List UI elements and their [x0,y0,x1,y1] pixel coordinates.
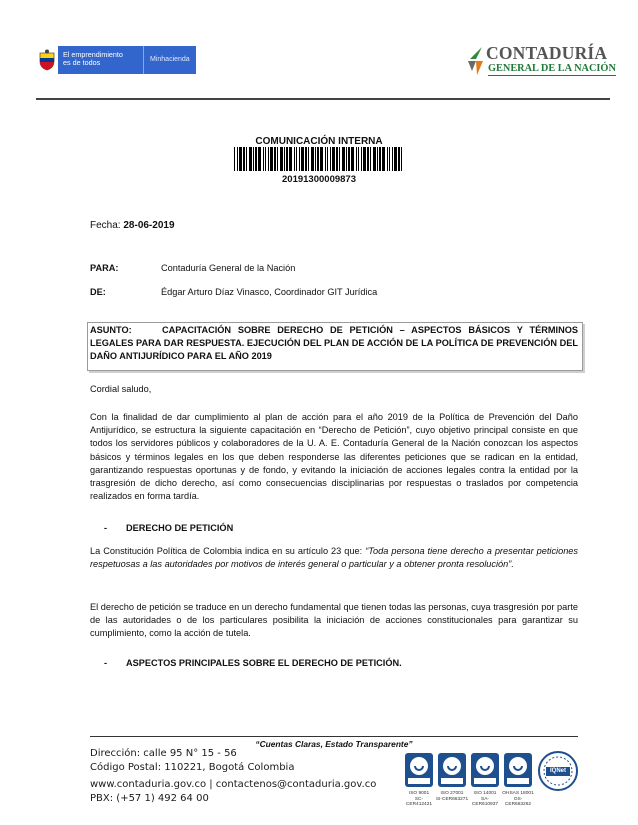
barcode-bar [332,147,335,171]
communication-type: COMUNICACIÓN INTERNA [255,136,383,147]
barcode-bar [315,147,316,171]
barcode-bar [296,147,297,171]
footer-phone: PBX: (+57 1) 492 64 00 [90,793,209,804]
barcode-bar [243,147,245,171]
barcode-bar [325,147,326,171]
radicado-number: 20191300009873 [282,174,356,185]
footer-slogan: “Cuentas Claras, Estado Transparente” [255,739,413,749]
section1-bullet [104,522,107,535]
intro-paragraph: Con la finalidad de dar cumplimiento al plan de acción para el año 2019 de la Política de Prevención del Daño Antijurídico, se estructura la siguiente capacitación en “Derecho de Petición”, cuyo objetivo principal consiste en que todos los servidores públicos y colaboradores de la U. A. E. Contaduría General de la Nación conozcan los aspectos básicos y términos legales en los que deben responderse las diferentes peticiones que se radican en la entidad, garantizando respuestas oportunas y de fondo, y evitando la iniciación de acciones legales contra la entidad por la trasgresión de dicho derecho, así como consecuencias disciplinarias por respuestas o traslados por competencia realizados en forma tardía. [90,412,578,502]
barcode-bar [358,147,359,171]
barcode-bar [373,147,376,171]
barcode-bar [284,147,285,171]
iso-27001-badge-icon [437,752,467,788]
barcode-bar [382,147,385,171]
barcode-image [234,147,404,171]
cert-label-1 [402,791,436,808]
date-line [90,219,175,232]
cert-name: OHSAS 18001 [502,791,534,796]
barcode-bar [255,147,257,171]
barcode-bar [398,147,400,171]
section1-heading: DERECHO DE PETICIÓN [126,523,234,533]
barcode-bar [389,147,390,171]
entity-subtitle: GENERAL DE LA NACIÓN [488,63,616,74]
barcode-bar [294,147,295,171]
constitution-quote: “Toda persona tiene derecho a presentar peticiones respetuosas a las autoridades por motivos de interés general o particular y a obtener pronta resolución”. [90,546,579,570]
barcode-bar [277,147,278,171]
cert-name: ISO 14001 [473,791,497,796]
barcode-bar [268,147,269,171]
subject-value: CAPACITACIÓN SOBRE DERECHO DE PETICIÓN – ASPECTOS BÁSICOS Y TÉRMINOS LEGALES PARA DAR RESPUESTA. EJECUCIÓN DEL PLAN DE ACCIÓN DE LA POLÍTICA DE PREVENCIÓN DEL DAÑO ANTIJURÍDICO PARA EL AÑO 2019 [90,325,578,362]
to-value: Contaduría General de la Nación [161,263,296,273]
barcode-bar [280,147,283,171]
barcode-bar [317,147,319,171]
barcode-bar [320,147,323,171]
from-label: DE: [90,287,106,297]
cert-code: SA-CER610937 [471,796,499,807]
barcode-bar [234,147,235,171]
ohsas-18001-badge-icon [503,752,533,788]
barcode-bar [336,147,338,171]
barcode-bar [239,147,242,171]
barcode-bar [356,147,357,171]
barcode-bar [348,147,350,171]
barcode-bar [346,147,347,171]
iso-14001-badge-icon [470,752,500,788]
header-divider [36,98,610,100]
barcode-bar [363,147,366,171]
to-label: PARA: [90,263,119,273]
cert-name: ISO 9001 [408,791,430,796]
barcode-bar [401,147,402,171]
footer-address: Dirección: calle 95 N° 15 - 56 [90,748,237,759]
iqnet-label: IQNet [549,768,566,774]
subject-label: ASUNTO: [90,325,132,335]
iso-9001-badge-icon [404,752,434,788]
barcode-bar [351,147,354,171]
cert-code: OS-CER663262 [504,796,532,807]
barcode-bar [299,147,300,171]
section2-bullet [104,657,107,670]
barcode-bar [308,147,309,171]
section2-heading: ASPECTOS PRINCIPALES SOBRE EL DERECHO DE PETICIÓN. [126,658,402,668]
barcode-bar [265,147,266,171]
cert-label-2 [435,791,469,802]
cert-code: SI-CER663271 [435,796,469,802]
gov-slogan-line1: El emprendimiento [63,50,123,59]
barcode-bar [367,147,369,171]
barcode-bar [289,147,292,171]
greeting: Cordial saludo, [90,384,152,394]
colombia-crest-icon [36,46,58,74]
barcode-bar [263,147,264,171]
contaduria-logo [464,43,614,79]
barcode-bar [258,147,261,171]
barcode-bar [301,147,304,171]
date-value: 28-06-2019 [123,220,175,231]
barcode-bar [342,147,345,171]
barcode-bar [286,147,288,171]
gov-slogan-line2: es de todos [63,58,101,67]
barcode-bar [270,147,273,171]
entity-name: CONTADURÍA [486,43,608,63]
subject-text [90,324,578,364]
from-value: Édgar Arturo Díaz Vinasco, Coordinador GIT Jurídica [161,287,378,297]
cert-name: ISO 27001 [440,791,464,796]
footer-divider [90,736,578,737]
barcode-bar [370,147,371,171]
barcode-bar [361,147,362,171]
barcode-bar [311,147,314,171]
barcode-bar [330,147,331,171]
barcode-bar [305,147,307,171]
barcode-bar [377,147,378,171]
gov-slogan [58,46,143,74]
ministry-label: Minhacienda [143,46,196,74]
contaduria-emblem-icon [464,45,486,77]
barcode-bar [249,147,252,171]
footer-contact[interactable]: www.contaduria.gov.co | contactenos@contaduria.gov.co [90,779,377,790]
cert-label-4 [501,791,535,808]
fundamental-right-paragraph: El derecho de petición se traduce en un derecho fundamental que tienen todas las personas, cuya trasgresión por parte de las autoridades o de los particulares posibilita la iniciación de acciones constitucionales para garantizar su cumplimiento, como la acción de tutela. [90,602,578,639]
cert-code: SC-CER412421 [405,796,433,807]
iqnet-badge-icon [537,750,579,792]
government-logo [36,46,196,74]
cert-label-3 [468,791,502,808]
barcode-bar [327,147,328,171]
constitution-paragraph [90,545,578,571]
barcode-bar [237,147,238,171]
barcode-bar [392,147,393,171]
bullet-dash: - [104,658,108,668]
barcode-bar [246,147,247,171]
date-label: Fecha: [90,220,121,231]
barcode-bar [387,147,388,171]
barcode-bar [379,147,381,171]
barcode-bar [394,147,397,171]
barcode-bar [253,147,254,171]
barcode-bar [339,147,340,171]
bullet-dash: - [104,523,108,533]
barcode-bar [274,147,276,171]
footer-postal: Código Postal: 110221, Bogotá Colombia [90,762,295,773]
constitution-intro: La Constitución Política de Colombia indica en su artículo 23 que: [90,546,366,556]
